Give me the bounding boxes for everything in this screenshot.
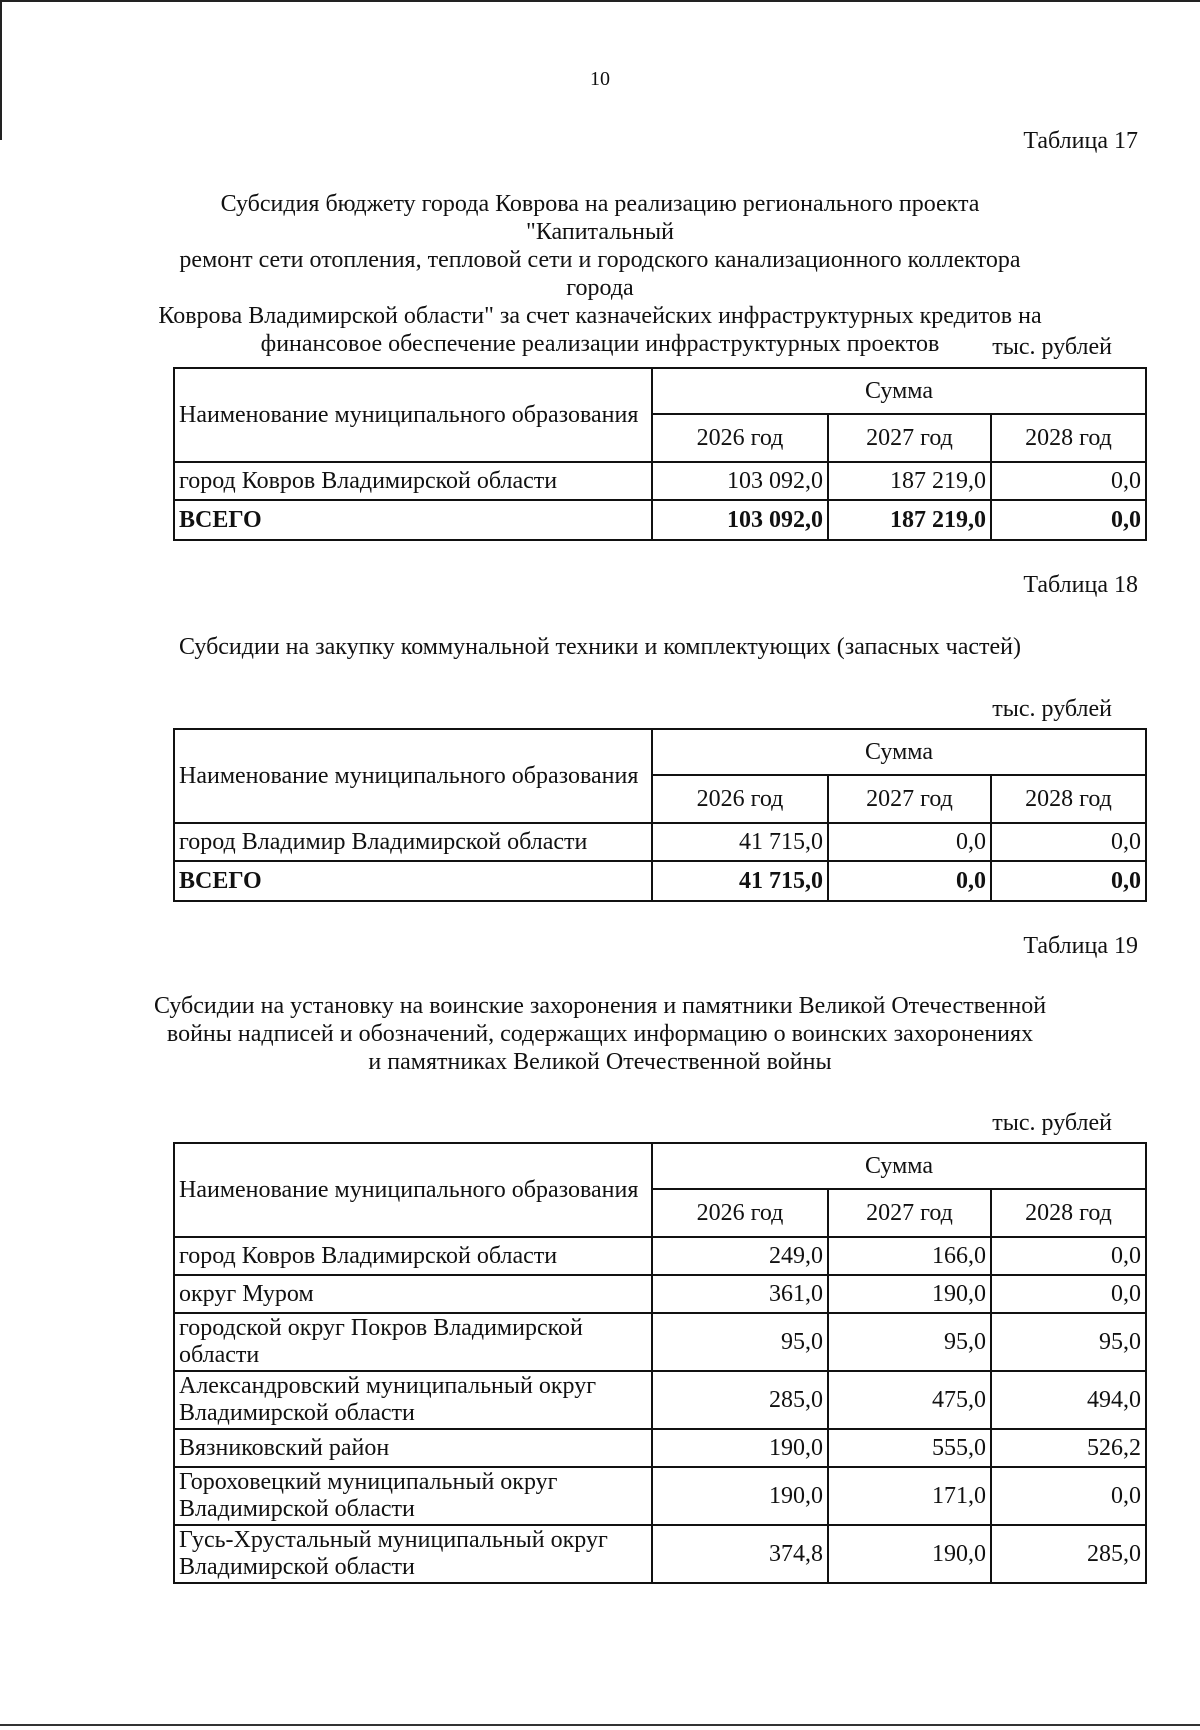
row-name-line: Александровский муниципальный округ: [179, 1373, 597, 1399]
row-value-2027: 0,0: [828, 823, 991, 861]
row-name-line: области: [179, 1342, 260, 1368]
row-name: [174, 1237, 652, 1275]
total-value-2028: 0,0: [991, 500, 1146, 540]
row-value-2026: 361,0: [652, 1275, 828, 1313]
table-row: [174, 1429, 1146, 1467]
row-value-2026: 95,0: [652, 1313, 828, 1371]
total-value-2027: 187 219,0: [828, 500, 991, 540]
title-line: и памятниках Великой Отечественной войны: [368, 1049, 832, 1075]
row-name-line: Владимирской области: [179, 1496, 415, 1522]
table-row: [174, 1467, 1146, 1525]
total-row: [174, 500, 1146, 540]
row-value-2026: 190,0: [652, 1467, 828, 1525]
header-sum: Сумма: [652, 729, 1146, 775]
header-row: [174, 1143, 1146, 1189]
row-name-line: Вязниковский район: [179, 1434, 390, 1461]
header-year-2026: 2026 год: [652, 775, 828, 823]
header-row: [174, 729, 1146, 775]
scan-edge-top: [0, 0, 1200, 2]
header-year-2027: 2027 год: [828, 775, 991, 823]
table-19-title: [150, 992, 1050, 1076]
table-19: [173, 1142, 1147, 1584]
row-value-2026: 249,0: [652, 1237, 828, 1275]
row-value-2027: 190,0: [828, 1275, 991, 1313]
row-value-2028: 494,0: [991, 1371, 1146, 1429]
header-year-2028: 2028 год: [991, 775, 1146, 823]
total-label: ВСЕГО: [174, 500, 652, 540]
header-year-2026: 2026 год: [652, 414, 828, 462]
title-line: Субсидии на установку на воинские захоронения и памятники Великой Отечественной: [153, 993, 1047, 1019]
table-row: [174, 1371, 1146, 1429]
row-name-line: Гороховецкий муниципальный округ: [179, 1469, 558, 1495]
row-name: [174, 1467, 652, 1525]
row-value-2027: 555,0: [828, 1429, 991, 1467]
row-name: [174, 1371, 652, 1429]
title-line: Коврова Владимирской области" за счет казначейских инфраструктурных кредитов на: [158, 303, 1042, 329]
table-row: [174, 1525, 1146, 1583]
row-value-2026: 285,0: [652, 1371, 828, 1429]
table-19-label: Таблица 19: [1023, 933, 1138, 959]
table-17-title: [150, 190, 1050, 358]
row-name: [174, 1313, 652, 1371]
page-number: 10: [590, 68, 610, 90]
header-sum: Сумма: [652, 368, 1146, 414]
header-year-2027: 2027 год: [828, 1189, 991, 1237]
row-value-2026: 190,0: [652, 1429, 828, 1467]
row-value-2028: 0,0: [991, 1237, 1146, 1275]
header-name: Наименование муниципального образования: [174, 729, 652, 823]
row-value-2028: 95,0: [991, 1313, 1146, 1371]
table-17: [173, 367, 1147, 541]
total-value-2027: 0,0: [828, 861, 991, 901]
title-line: Субсидия бюджету города Коврова на реализацию регионального проекта "Капитальный: [220, 191, 980, 245]
header-year-2027: 2027 год: [828, 414, 991, 462]
header-year-2026: 2026 год: [652, 1189, 828, 1237]
row-value-2026: 374,8: [652, 1525, 828, 1583]
scan-edge-bottom: [0, 1724, 1200, 1726]
table-row: [174, 1313, 1146, 1371]
row-name-line: Владимирской области: [179, 1554, 415, 1580]
total-value-2026: 103 092,0: [652, 500, 828, 540]
header-sum: Сумма: [652, 1143, 1146, 1189]
table-17-label: Таблица 17: [1023, 128, 1138, 154]
row-value-2026: 41 715,0: [652, 823, 828, 861]
title-line: финансовое обеспечение реализации инфраструктурных проектов: [260, 331, 940, 357]
row-name: [174, 1429, 652, 1467]
header-row: [174, 368, 1146, 414]
table-18-title: [150, 633, 1050, 661]
table-17-unit: тыс. рублей: [992, 334, 1112, 360]
table-18-label: Таблица 18: [1023, 572, 1138, 598]
title-line: Субсидии на закупку коммунальной техники и комплектующих (запасных частей): [178, 634, 1022, 660]
title-line: ремонт сети отопления, тепловой сети и городского канализационного коллектора города: [179, 247, 1021, 301]
table-row: [174, 1275, 1146, 1313]
row-value-2028: 526,2: [991, 1429, 1146, 1467]
row-value-2027: 475,0: [828, 1371, 991, 1429]
table-row: [174, 462, 1146, 500]
row-value-2028: 0,0: [991, 462, 1146, 500]
total-value-2026: 41 715,0: [652, 861, 828, 901]
row-value-2026: 103 092,0: [652, 462, 828, 500]
table-18: [173, 728, 1147, 902]
table-18-unit: тыс. рублей: [992, 696, 1112, 722]
title-line: войны надписей и обозначений, содержащих информацию о воинских захоронениях: [166, 1021, 1034, 1047]
row-name-line: город Ковров Владимирской области: [179, 1242, 558, 1269]
row-name-line: Владимирской области: [179, 1400, 415, 1426]
row-value-2028: 285,0: [991, 1525, 1146, 1583]
header-year-2028: 2028 год: [991, 414, 1146, 462]
row-value-2028: 0,0: [991, 1275, 1146, 1313]
row-value-2027: 166,0: [828, 1237, 991, 1275]
header-name: Наименование муниципального образования: [174, 368, 652, 462]
row-value-2027: 95,0: [828, 1313, 991, 1371]
row-value-2027: 190,0: [828, 1525, 991, 1583]
row-value-2028: 0,0: [991, 823, 1146, 861]
row-name-line: Гусь-Хрустальный муниципальный округ: [179, 1527, 608, 1553]
table-row: [174, 1237, 1146, 1275]
row-name: город Владимир Владимирской области: [174, 823, 652, 861]
header-name: Наименование муниципального образования: [174, 1143, 652, 1237]
row-name-line: городской округ Покров Владимирской: [179, 1315, 583, 1341]
header-year-2028: 2028 год: [991, 1189, 1146, 1237]
row-name: [174, 1525, 652, 1583]
total-value-2028: 0,0: [991, 861, 1146, 901]
row-value-2027: 187 219,0: [828, 462, 991, 500]
row-value-2027: 171,0: [828, 1467, 991, 1525]
total-label: ВСЕГО: [174, 861, 652, 901]
table-19-unit: тыс. рублей: [992, 1110, 1112, 1136]
row-name: город Ковров Владимирской области: [174, 462, 652, 500]
row-name: [174, 1275, 652, 1313]
row-name-line: округ Муром: [179, 1280, 314, 1307]
table-row: [174, 823, 1146, 861]
row-value-2028: 0,0: [991, 1467, 1146, 1525]
total-row: [174, 861, 1146, 901]
